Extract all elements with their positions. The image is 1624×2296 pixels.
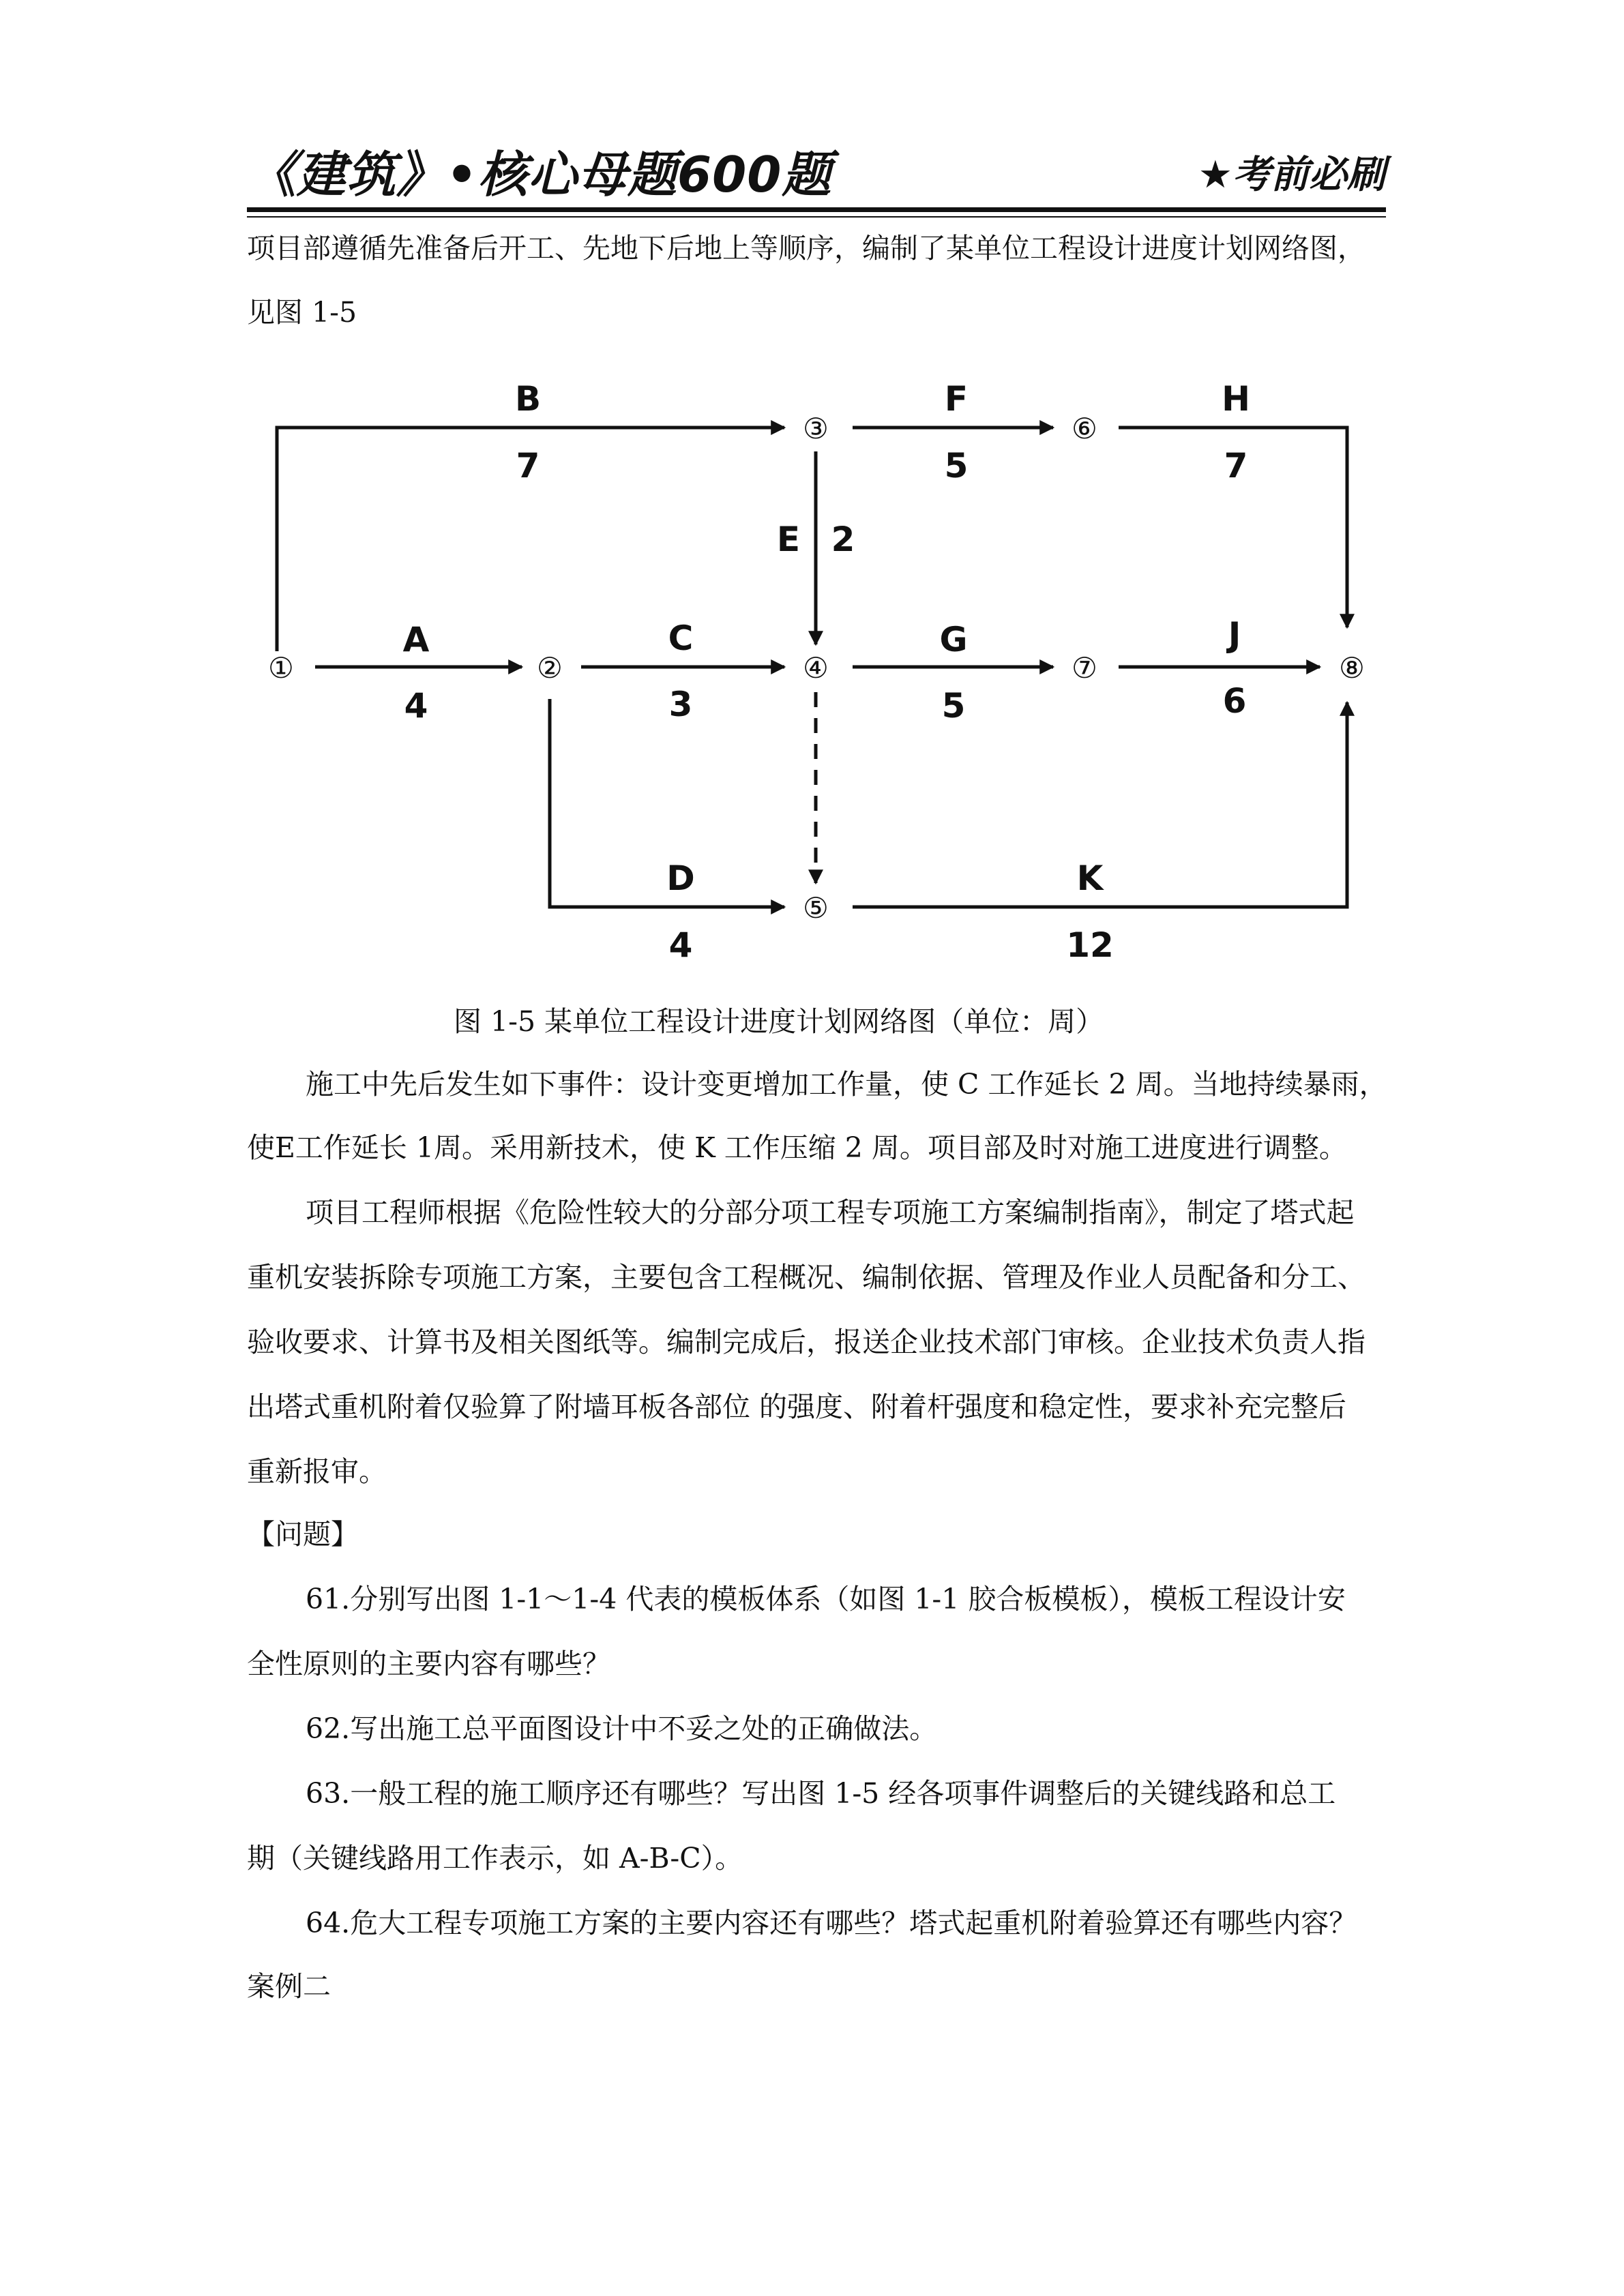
diagram-caption: 图 1-5 某单位工程设计进度计划网络图（单位：周） [454,1005,1104,1038]
label-g: G [939,620,968,659]
label-h: H [1222,379,1250,419]
body-p2-line-2: 重机安装拆除专项施工方案，主要包含工程概况、编制依据、管理及作业人员配备和分工、 [247,1261,1365,1294]
q64: 64.危大工程专项施工方案的主要内容还有哪些？塔式起重机附着验算还有哪些内容？ [306,1907,1357,1939]
q63-line-1: 63.一般工程的施工顺序还有哪些？写出图 1-5 经各项事件调整后的关键线路和总工 [306,1777,1336,1810]
q63-line-2: 期（关键线路用工作表示，如 A-B-C）。 [247,1842,743,1875]
body-p1-line-2: 使E工作延长 1周。采用新技术，使 K 工作压缩 2 周。项目部及时对施工进度进行调整。 [247,1131,1347,1164]
body-p2-line-5: 重新报审。 [247,1455,387,1488]
q61-line-2: 全性原则的主要内容有哪些？ [247,1648,610,1680]
body-p1-line-1: 施工中先后发生如下事件：设计变更增加工作量，使 C 工作延长 2 周。当地持续暴雨， [306,1068,1387,1101]
duration-j: 6 [1222,681,1247,721]
case-two-heading: 案例二 [247,1970,331,2003]
node-5: ⑤ [803,891,829,925]
duration-a: 4 [404,686,428,726]
label-a: A [402,620,430,659]
label-c: C [668,618,694,658]
duration-g: 5 [941,686,966,726]
label-e: E [776,520,801,559]
duration-k: 12 [1066,925,1114,965]
duration-h: 7 [1224,446,1248,486]
node-1: ① [268,651,294,685]
q61-line-1: 61.分别写出图 1-1～1-4 代表的模板体系（如图 1-1 胶合板模板），模板工程设计安 [306,1583,1346,1615]
intro-line-2: 见图 1-5 [247,296,357,329]
node-7: ⑦ [1072,651,1097,685]
label-f: F [944,379,969,419]
node-3: ③ [803,412,829,445]
label-j: J [1228,615,1241,655]
header-title: 《建筑》•核心母题600题 [247,146,832,203]
node-6: ⑥ [1072,412,1097,445]
node-4: ④ [803,651,829,685]
label-d: D [666,859,695,898]
duration-b: 7 [516,446,540,486]
label-k: K [1076,859,1104,898]
node-2: ② [537,651,563,685]
body-p2-line-1: 项目工程师根据《危险性较大的分部分项工程专项施工方案编制指南》，制定了塔式起 [306,1196,1355,1229]
body-p2-line-4: 出塔式重机附着仅验算了附墙耳板各部位 的强度、附着杆强度和稳定性，要求补充完整后 [247,1390,1347,1423]
duration-e: 2 [831,520,855,559]
duration-c: 3 [668,685,693,724]
label-b: B [514,379,542,419]
questions-heading: 【问题】 [247,1518,359,1551]
network-diagram [0,0,1624,989]
q62: 62.写出施工总平面图设计中不妥之处的正确做法。 [306,1712,938,1745]
header-tag: ★考前必刷 [1198,153,1385,197]
body-p2-line-3: 验收要求、计算书及相关图纸等。编制完成后，报送企业技术部门审核。企业技术负责人指 [247,1326,1365,1358]
duration-f: 5 [944,446,969,486]
duration-d: 4 [668,925,693,965]
intro-line-1: 项目部遵循先准备后开工、先地下后地上等顺序，编制了某单位工程设计进度计划网络图， [247,232,1365,265]
node-8: ⑧ [1339,651,1365,685]
